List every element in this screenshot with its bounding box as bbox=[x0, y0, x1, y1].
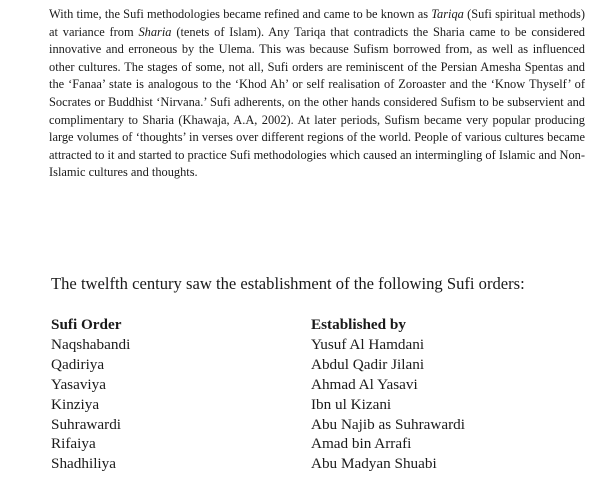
intro-sentence: The twelfth century saw the establishment of the following Sufi orders: bbox=[51, 274, 525, 293]
sufi-order-item: Shadhiliya bbox=[51, 455, 116, 473]
founder-item: Amad bin Arrafi bbox=[311, 435, 412, 453]
sufi-order-column bbox=[51, 315, 130, 474]
sufi-order-item: Kinziya bbox=[51, 395, 100, 413]
founder-item: Ahmad Al Yasavi bbox=[311, 375, 418, 393]
founder-item: Abu Najib as Suhrawardi bbox=[311, 415, 465, 433]
founder-item: Abdul Qadir Jilani bbox=[311, 355, 425, 373]
sufi-order-item: Rifaiya bbox=[51, 435, 96, 453]
paragraph-text-3: (tenets of Islam). Any Tariqa that contradicts the Sharia came to be considered innovative and erroneous by the Ulema. This was because Sufism borrowed from, as well as influenced other cultures. The stages of some, not all, Sufi orders are reminiscent of the Persian Amesha Spentas and the ‘Fanaa’ state is analogous to the ‘Khod Ah’ or self realisation of Zoroaster and the ‘Know Thyself’ of Socrates or Buddhist ‘Nirvana.’ Sufi adherents, on the other hands considered Sufism to be subservient and complimentary to Sharia (Khawaja, A.A, 2002). At later periods, Sufism became very popular producing large volumes of ‘thoughts’ in verses over different regions of the world. People of various cultures became attracted to it and started to practice Sufi methodologies which caused an intermingling of Islamic and Non-Islamic cultures and thoughts. bbox=[49, 24, 586, 180]
established-by-header: Established by bbox=[311, 316, 406, 333]
founder-item: Yusuf Al Hamdani bbox=[311, 335, 425, 353]
paragraph-text-1: With time, the Sufi methodologies became refined and came to be known as bbox=[49, 7, 432, 21]
sufi-order-item: Naqshabandi bbox=[51, 335, 131, 353]
founder-item: Ibn ul Kizani bbox=[311, 395, 392, 413]
sufi-order-item: Qadiriya bbox=[51, 355, 105, 373]
tariqa-term: Tariqa bbox=[431, 7, 464, 21]
founder-item: Abu Madyan Shuabi bbox=[311, 455, 437, 473]
sufi-order-header: Sufi Order bbox=[51, 316, 122, 333]
established-by-column bbox=[311, 315, 465, 474]
paragraph-text-2: (Sufi spiritual methods) at variance from bbox=[49, 7, 586, 39]
sufi-order-item: Suhrawardi bbox=[51, 415, 122, 433]
sharia-term: Sharia bbox=[138, 24, 172, 39]
sufi-order-item: Yasaviya bbox=[51, 375, 106, 393]
body-paragraph bbox=[49, 6, 585, 182]
